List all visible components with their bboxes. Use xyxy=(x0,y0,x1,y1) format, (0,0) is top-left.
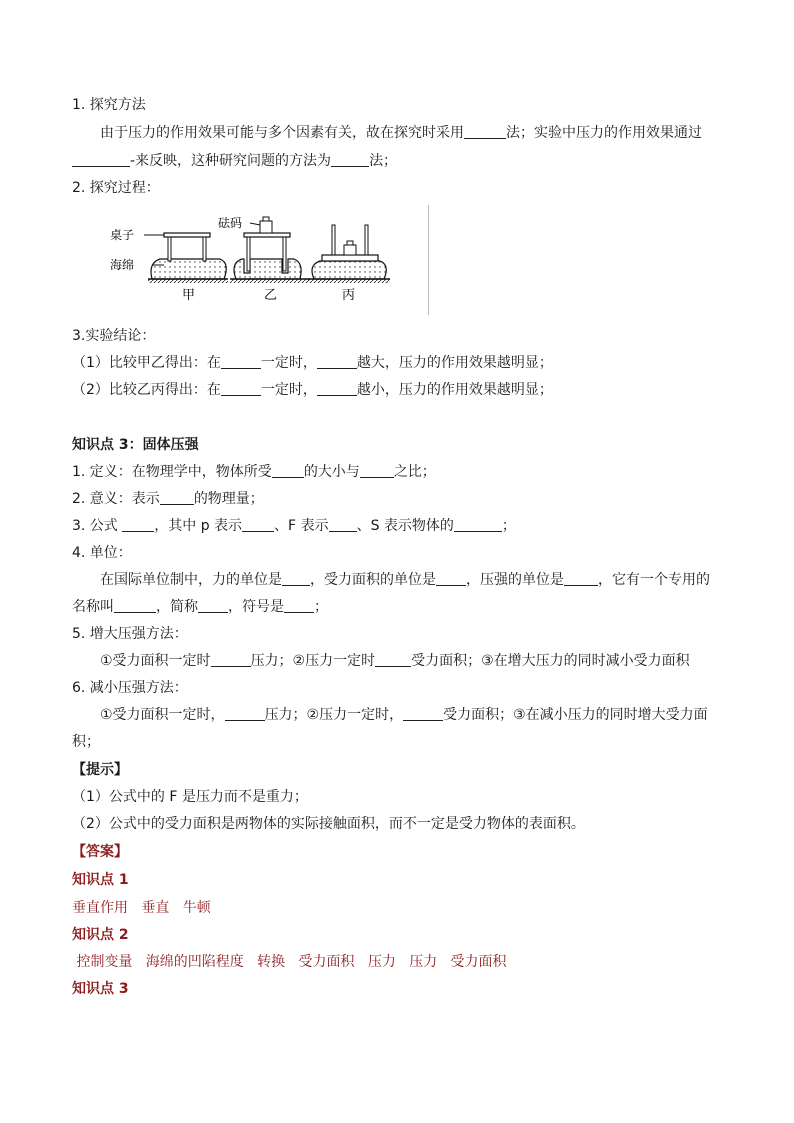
label-b: 乙 xyxy=(264,287,278,302)
answers-title: 【答案】 xyxy=(72,844,128,860)
tip-1: （1）公式中的 F 是压力而不是重力； xyxy=(72,789,308,805)
blank[interactable] xyxy=(160,490,194,505)
setup-c xyxy=(308,225,390,283)
blank[interactable] xyxy=(242,517,274,532)
meaning-line: 2. 意义：表示 的物理量； xyxy=(72,491,264,507)
blank[interactable] xyxy=(317,381,357,396)
tip-2: （2）公式中的受力面积是两物体的实际接触面积，而不一定是受力物体的表面积。 xyxy=(72,816,585,832)
blank[interactable] xyxy=(329,517,357,532)
decrease-line-2: 积； xyxy=(72,734,100,750)
formula-line: 3. 公式 ，其中 p 表示 、F 表示 、S 表示物体的 ； xyxy=(72,518,516,534)
answer-kp2: 控制变量 海绵的凹陷程度 转换 受力面积 压力 压力 受力面积 xyxy=(72,954,507,970)
method-line-2: -来反映，这种研究问题的方法为 法； xyxy=(72,151,397,171)
increase-title: 5. 增大压强方法： xyxy=(72,626,188,642)
label-a: 甲 xyxy=(182,287,196,302)
answer-kp1-title: 知识点 1 xyxy=(72,872,129,888)
answer-kp2-title: 知识点 2 xyxy=(72,927,129,943)
experiment-figure xyxy=(108,205,429,315)
blank[interactable] xyxy=(225,706,265,721)
blank[interactable] xyxy=(122,517,154,532)
blank[interactable] xyxy=(360,463,394,478)
blank[interactable] xyxy=(198,598,228,613)
blank[interactable] xyxy=(317,354,357,369)
blank[interactable] xyxy=(114,598,156,613)
blank[interactable] xyxy=(375,652,411,667)
answer-kp3-title: 知识点 3 xyxy=(72,981,129,997)
decrease-title: 6. 减小压强方法： xyxy=(72,680,188,696)
blank[interactable] xyxy=(284,598,314,613)
blank[interactable] xyxy=(272,463,304,478)
blank[interactable] xyxy=(331,152,369,167)
section-3-title: 3.实验结论： xyxy=(72,328,156,344)
conclusion-2: （2）比较乙丙得出：在 一定时， 越小，压力的作用效果越明显； xyxy=(72,382,553,398)
section-2-title: 2. 探究过程： xyxy=(72,180,160,196)
definition-line: 1. 定义：在物理学中，物体所受 的大小与 之比； xyxy=(72,464,436,480)
label-weight: 砝码 xyxy=(218,216,243,230)
blank[interactable] xyxy=(436,571,466,586)
blank[interactable] xyxy=(564,571,598,586)
label-c: 丙 xyxy=(342,287,356,302)
label-sponge: 海绵 xyxy=(110,258,135,272)
answer-kp1: 垂直作用 垂直 牛顿 xyxy=(72,900,211,916)
kp3-title: 知识点 3：固体压强 xyxy=(72,437,199,453)
blank[interactable] xyxy=(464,124,506,139)
label-table: 桌子 xyxy=(110,228,135,242)
blank[interactable] xyxy=(221,381,261,396)
blank[interactable] xyxy=(403,706,443,721)
method-line-1: 由于压力的作用效果可能与多个因素有关，故在探究时采用 法；实验中压力的作用效果通过 xyxy=(100,125,702,141)
unit-title: 4. 单位： xyxy=(72,545,132,561)
setup-a xyxy=(144,233,228,283)
blank[interactable] xyxy=(282,571,310,586)
conclusion-1: （1）比较甲乙得出：在 一定时， 越大，压力的作用效果越明显； xyxy=(72,355,553,371)
unit-line-2: 名称叫 ，简称 ，符号是 ； xyxy=(72,599,328,615)
blank[interactable] xyxy=(221,354,261,369)
blank[interactable] xyxy=(211,652,251,667)
increase-line: ①受力面积一定时 压力；②压力一定时 受力面积；③在增大压力的同时减小受力面积 xyxy=(100,653,690,669)
section-1-title: 1. 探究方法 xyxy=(72,97,146,113)
decrease-line-1: ①受力面积一定时， 压力；②压力一定时， 受力面积；③在减小压力的同时增大受力面 xyxy=(100,707,708,723)
unit-line-1: 在国际单位制中，力的单位是 ，受力面积的单位是 ，压强的单位是 ，它有一个专用的 xyxy=(100,572,710,588)
experiment-diagram xyxy=(108,205,428,315)
blank[interactable] xyxy=(72,152,130,167)
tips-title: 【提示】 xyxy=(72,762,128,778)
blank[interactable] xyxy=(454,517,502,532)
